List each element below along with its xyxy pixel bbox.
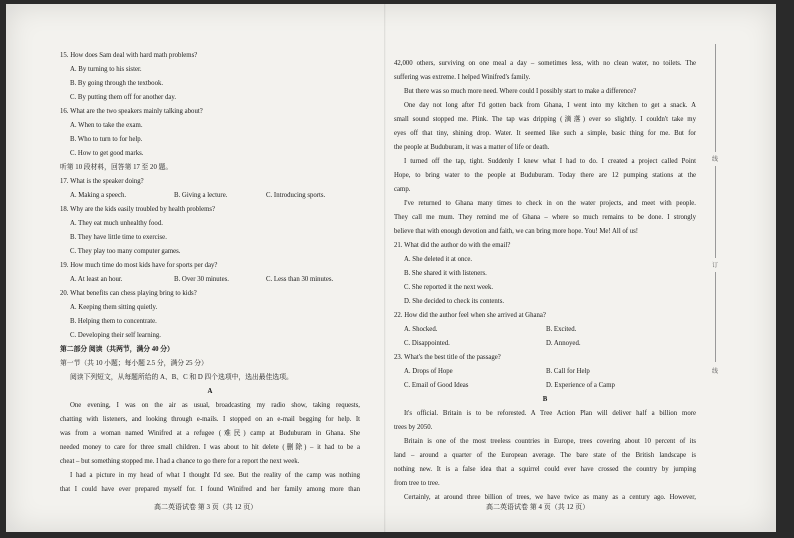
text-line: 23. What's the best title of the passage? <box>394 354 501 361</box>
answer-option: A. At least an hour. <box>70 276 123 283</box>
text-line: A <box>207 388 213 395</box>
text-line: They call me mum. They remind me of Ghana – where so much remains to be done. I strongly <box>394 214 696 221</box>
answer-option: B. Call for Help <box>546 368 590 375</box>
text-line: B. By going through the textbook. <box>70 80 164 87</box>
text-line: A. By turning to his sister. <box>70 66 142 73</box>
text-line <box>394 379 696 393</box>
text-line: 第一节（共 10 小题；每小题 2.5 分，满分 25 分） <box>60 360 208 367</box>
text-line: that I could have ever prepared myself for. I found Winifred and her family among more than <box>60 486 360 493</box>
margin-mark: 订 <box>712 263 719 269</box>
margin-mark: 线 <box>712 157 719 163</box>
text-line: from tree to tree. <box>394 480 440 487</box>
text-line: It's official. Britain is to be reforested. A Tree Action Plan will deliver half a billion more <box>404 410 696 417</box>
text-line: D. She decided to check its contents. <box>404 298 505 305</box>
text-line <box>394 337 696 351</box>
text-line: C. How to get good marks. <box>70 150 144 157</box>
page-footer-left: 高二英语试卷 第 3 页（共 12 页） <box>154 503 258 511</box>
answer-option: C. Introducing sports. <box>266 192 326 199</box>
text-line: C. She reported it the next week. <box>404 284 494 291</box>
text-line <box>60 273 360 287</box>
answer-option: A. Making a speech. <box>70 192 127 199</box>
text-line: suffering was extreme. I helped Winifred's family. <box>394 74 531 81</box>
text-line: B. Helping them to concentrate. <box>70 318 157 325</box>
text-line: A. They eat much unhealthy food. <box>70 220 163 227</box>
text-line: C. By putting them off for another day. <box>70 94 177 101</box>
text-line: One day not long after I'd gotten back from Ghana, I went into my kitchen to get a snack. A <box>404 102 696 109</box>
text-line: trees by 2050. <box>394 424 433 431</box>
text-line: the people at Buduburam, it was a matter of life or death. <box>394 144 550 151</box>
text-line: 第二部分 阅读（共两节，满分 40 分） <box>60 346 174 353</box>
page-fold <box>384 4 386 532</box>
text-line: I've returned to Ghana many times to check in on the water projects, and meet with people. <box>404 200 696 207</box>
answer-option: C. Disappointed. <box>404 340 450 347</box>
binding-line <box>715 166 716 258</box>
exam-sheet <box>6 4 776 532</box>
answer-option: B. Excited. <box>546 326 577 333</box>
text-line: 15. How does Sam deal with hard math problems? <box>60 52 198 59</box>
text-line: Certainly, at around three billion of trees, we have twice as many as a century ago. However, <box>404 494 696 501</box>
text-line: B. Who to turn to for help. <box>70 136 143 143</box>
text-line: A. She deleted it at once. <box>404 256 473 263</box>
text-line: I turned off the tap, tight. Suddenly I knew what I had to do. I created a project called Point <box>404 158 696 165</box>
text-line: chatting with listeners, and looking through e-mails. I stopped on an e-mail begging for help. It <box>60 416 360 423</box>
binding-line <box>715 44 716 152</box>
text-line: nothing new. It is a false idea that a squirrel could ever have crossed the country by jumping <box>394 466 696 473</box>
text-line: 19. How much time do most kids have for sports per day? <box>60 262 218 269</box>
answer-option: A. Shocked. <box>404 326 438 333</box>
text-line: Hope, to bring water to the people at Buduburam. Today there are 12 pumping stations at the <box>394 172 696 179</box>
text-line <box>60 189 360 203</box>
answer-option: C. Email of Good Ideas <box>404 382 469 389</box>
text-line: I had a picture in my head of what I thought I'd see. But the reality of the camp was nothing <box>70 472 360 479</box>
answer-option: B. Giving a lecture. <box>174 192 228 199</box>
text-line: 18. Why are the kids easily troubled by health problems? <box>60 206 216 213</box>
binding-line <box>715 272 716 362</box>
text-line: 听第 10 段材料，回答第 17 至 20 题。 <box>60 164 173 171</box>
text-line: B. She shared it with listeners. <box>404 270 487 277</box>
answer-option: D. Annoyed. <box>546 340 581 347</box>
text-line: camp. <box>394 186 411 193</box>
text-line: 42,000 others, surviving on one meal a day – sometimes less, with no clean water, no toilets. The <box>394 60 696 67</box>
text-line: 20. What benefits can chess playing bring to kids? <box>60 290 197 297</box>
margin-mark: 线 <box>712 369 719 375</box>
text-line: B. They have little time to exercise. <box>70 234 167 241</box>
answer-option: D. Experience of a Camp <box>546 382 615 389</box>
text-line: needed money to care for three small children. I was about to hit delete (删除) – it had to be a <box>60 444 360 451</box>
left-column <box>60 49 360 497</box>
text-line: A. When to take the exam. <box>70 122 143 129</box>
text-line: cheat – but something stopped me. I had a chance to go there for a report the next week. <box>60 458 300 465</box>
answer-option: B. Over 30 minutes. <box>174 276 229 283</box>
answer-option: A. Drops of Hope <box>404 368 453 375</box>
right-column <box>394 57 696 505</box>
text-line: C. Developing their self learning. <box>70 332 161 339</box>
text-line: 21. What did the author do with the email? <box>394 242 511 249</box>
text-line: small sound stopped me. Plink. The tap was dripping (滴落) ever so slightly. I couldn't take my <box>394 116 696 123</box>
text-line: eyes off that tiny, shining drop. Water. It seemed like such a simple, basic thing for me. But for <box>394 130 696 137</box>
text-line: 22. How did the author feel when she arrived at Ghana? <box>394 312 546 319</box>
text-line: Britain is one of the most treeless countries in Europe, trees covering about 10 percent of its <box>404 438 696 445</box>
text-line: 17. What is the speaker doing? <box>60 178 144 185</box>
text-line: was from a woman named Winifred at a refugee (难民) camp at Buduburam in Ghana. She <box>60 430 360 437</box>
text-line: land – around a quarter of the European average. The bare state of the British landscape is <box>394 452 696 459</box>
text-line: 阅读下列短文，从每题所给的 A、B、C 和 D 四个选项中，选出最佳选项。 <box>70 374 293 381</box>
text-line: 16. What are the two speakers mainly talking about? <box>60 108 203 115</box>
text-line: C. They play too many computer games. <box>70 248 181 255</box>
text-line: But there was so much more need. Where could I possibly start to make a difference? <box>404 88 637 95</box>
text-line: believe that with enough devotion and faith, we can bring more hope. You! Me! All of us! <box>394 228 639 235</box>
text-line <box>394 365 696 379</box>
text-line: B <box>542 396 548 403</box>
answer-option: C. Less than 30 minutes. <box>266 276 334 283</box>
text-line <box>394 323 696 337</box>
text-line: One evening, I was on the air as usual, broadcasting my radio show, taking requests, <box>70 402 360 409</box>
text-line: A. Keeping them sitting quietly. <box>70 304 158 311</box>
page-footer-right: 高二英语试卷 第 4 页（共 12 页） <box>486 503 590 511</box>
